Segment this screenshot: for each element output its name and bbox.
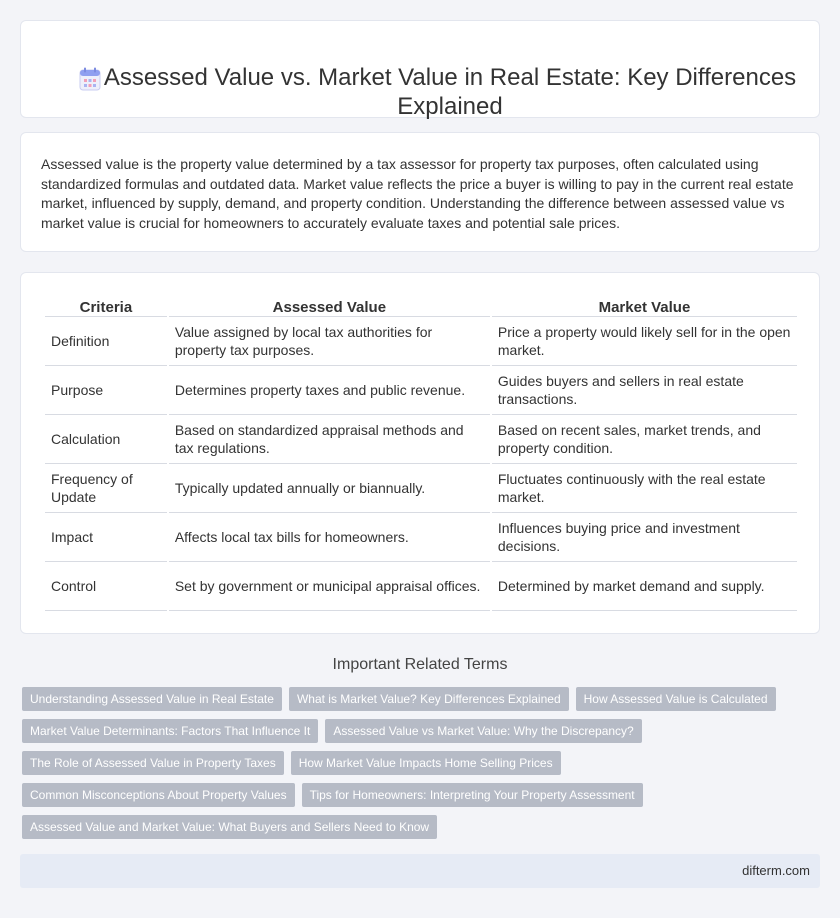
- criteria-cell: Control: [45, 562, 167, 611]
- page-title: Assessed Value vs. Market Value in Real Estate: Key Differences Explained: [103, 64, 797, 120]
- calendar-icon: [79, 67, 101, 91]
- related-term-link[interactable]: How Market Value Impacts Home Selling Prices: [291, 751, 561, 775]
- related-terms-heading: Important Related Terms: [332, 656, 508, 673]
- market-value-cell: Guides buyers and sellers in real estate transactions.: [492, 366, 797, 415]
- assessed-value-cell: Determines property taxes and public revenue.: [169, 366, 490, 415]
- related-term-link[interactable]: Common Misconceptions About Property Values: [22, 783, 295, 807]
- related-terms-list: [22, 687, 812, 839]
- table-row: [45, 562, 797, 611]
- assessed-value-cell: Value assigned by local tax authorities for property tax purposes.: [169, 317, 490, 366]
- intro-card: [20, 132, 820, 252]
- related-term-link[interactable]: What is Market Value? Key Differences Explained: [289, 687, 569, 711]
- market-value-cell: Price a property would likely sell for in the open market.: [492, 317, 797, 366]
- column-header-criteria: Criteria: [45, 297, 167, 317]
- intro-text: Assessed value is the property value determined by a tax assessor for property tax purposes, often calculated using standardized formulas and outdated data. Market value reflects the price a buyer is willing to pay in the current real estate market, influenced by supply, demand, and property condition. Understanding the difference between assessed value vs market value is crucial for homeowners to accurately evaluate taxes and potential sale prices.: [41, 156, 794, 231]
- related-term-link[interactable]: Assessed Value and Market Value: What Buyers and Sellers Need to Know: [22, 815, 437, 839]
- table-header-row: [45, 297, 797, 317]
- assessed-value-cell: Set by government or municipal appraisal offices.: [169, 562, 490, 611]
- comparison-card: [20, 272, 820, 634]
- column-header-assessed-value: Assessed Value: [169, 297, 490, 317]
- related-term-link[interactable]: Market Value Determinants: Factors That Influence It: [22, 719, 318, 743]
- criteria-cell: Impact: [45, 513, 167, 562]
- market-value-cell: Determined by market demand and supply.: [492, 562, 797, 611]
- header-card: [20, 20, 820, 118]
- related-term-link[interactable]: Tips for Homeowners: Interpreting Your Property Assessment: [302, 783, 643, 807]
- market-value-cell: Influences buying price and investment decisions.: [492, 513, 797, 562]
- column-header-market-value: Market Value: [492, 297, 797, 317]
- footer: [20, 854, 820, 888]
- criteria-cell: Definition: [45, 317, 167, 366]
- market-value-cell: Based on recent sales, market trends, and property condition.: [492, 415, 797, 464]
- table-row: [45, 366, 797, 415]
- related-term-link[interactable]: Understanding Assessed Value in Real Estate: [22, 687, 282, 711]
- site-name[interactable]: difterm.com: [742, 863, 810, 878]
- related-term-link[interactable]: How Assessed Value is Calculated: [576, 687, 776, 711]
- table-row: [45, 415, 797, 464]
- table-row: [45, 464, 797, 513]
- assessed-value-cell: Affects local tax bills for homeowners.: [169, 513, 490, 562]
- assessed-value-cell: Based on standardized appraisal methods and tax regulations.: [169, 415, 490, 464]
- comparison-table: [43, 297, 799, 611]
- criteria-cell: Frequency of Update: [45, 464, 167, 513]
- table-row: [45, 513, 797, 562]
- table-row: [45, 317, 797, 366]
- criteria-cell: Calculation: [45, 415, 167, 464]
- assessed-value-cell: Typically updated annually or biannually.: [169, 464, 490, 513]
- market-value-cell: Fluctuates continuously with the real estate market.: [492, 464, 797, 513]
- related-term-link[interactable]: The Role of Assessed Value in Property Taxes: [22, 751, 284, 775]
- criteria-cell: Purpose: [45, 366, 167, 415]
- related-term-link[interactable]: Assessed Value vs Market Value: Why the Discrepancy?: [325, 719, 641, 743]
